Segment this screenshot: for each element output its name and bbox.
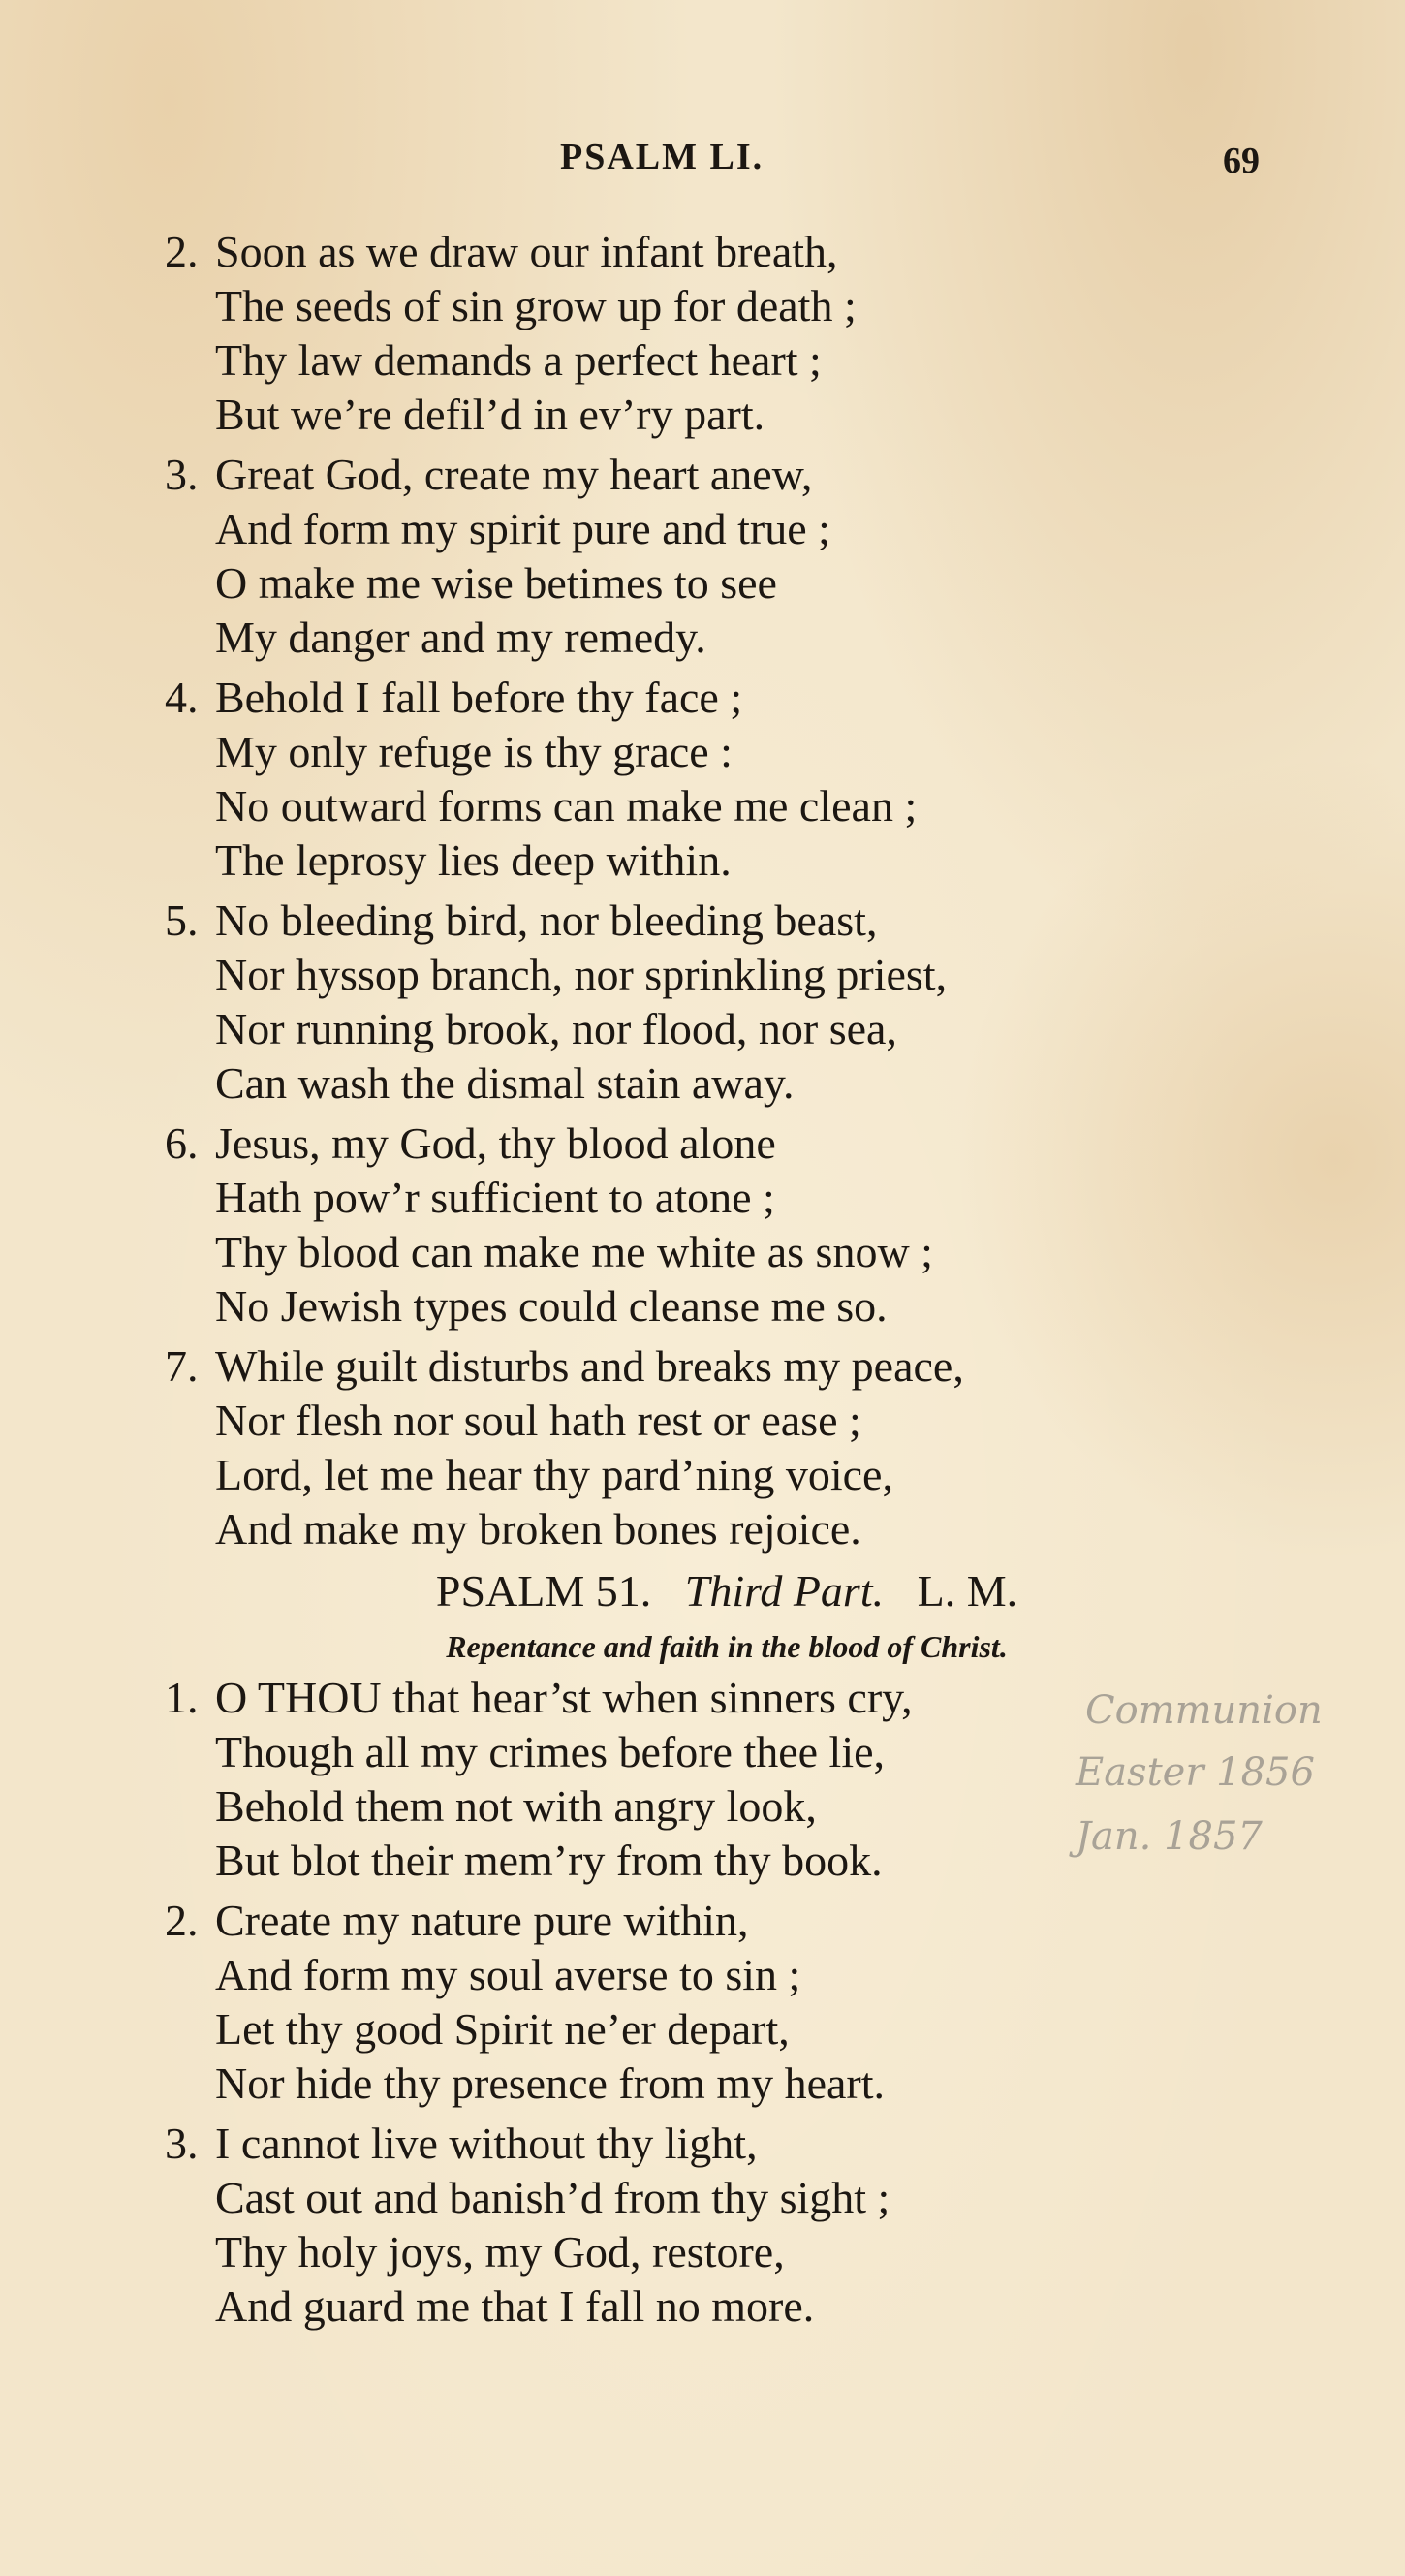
verse-line (165, 1448, 1231, 1502)
stanza-number: 2. (165, 227, 199, 276)
verse-line (165, 948, 1231, 1002)
verse-text: While guilt disturbs and breaks my peace, (215, 1341, 964, 1391)
running-head: PSALM LI. (560, 137, 765, 177)
verse-line (165, 1894, 1231, 1948)
verse-line (165, 1171, 1231, 1225)
stanza-number: 7. (165, 1341, 199, 1391)
stanza (165, 1339, 1231, 1556)
verse-text: And form my soul averse to sin ; (215, 1950, 801, 1999)
section-title-psalm: PSALM 51. (435, 1566, 652, 1616)
verse-text: Can wash the dismal stain away. (215, 1058, 795, 1108)
verse-text: O make me wise betimes to see (215, 558, 777, 608)
verse-text: Behold I fall before thy face ; (215, 673, 743, 722)
verse-line (165, 2225, 1231, 2279)
verse-line (165, 388, 1231, 442)
verse-text: Nor hide thy presence from my heart. (215, 2058, 886, 2108)
verse-text: O THOU that hear’st when sinners cry, (215, 1673, 913, 1722)
verse-line (165, 725, 1231, 779)
verse-text: Nor running brook, nor flood, nor sea, (215, 1004, 897, 1053)
verse-text: Nor hyssop branch, nor sprinkling priest, (215, 950, 948, 999)
verse-text: I cannot live without thy light, (215, 2119, 758, 2168)
verse-text: Soon as we draw our infant breath, (215, 227, 838, 276)
section-title-part: Third Part. (684, 1566, 885, 1616)
verse-text: And guard me that I fall no more. (215, 2281, 815, 2331)
verse-line (165, 2279, 1231, 2334)
verse-line (165, 611, 1231, 665)
stanza-number: 3. (165, 450, 199, 499)
verse-line (165, 2002, 1231, 2057)
verse-text: Thy holy joys, my God, restore, (215, 2227, 785, 2277)
verse-text: No bleeding bird, nor bleeding beast, (215, 895, 878, 945)
section-title-meter: L. M. (917, 1566, 1018, 1616)
stanza (165, 2117, 1231, 2334)
stanza-number: 3. (165, 2119, 199, 2168)
stanza-number: 6. (165, 1118, 199, 1168)
stanza-number: 2. (165, 1896, 199, 1945)
stanza (165, 671, 1231, 888)
verse-line (165, 1948, 1231, 2002)
stanza (165, 225, 1231, 442)
verse-line (165, 1056, 1231, 1111)
verse-text: Great God, create my heart anew, (215, 450, 813, 499)
verse-text: Create my nature pure within, (215, 1896, 749, 1945)
verse-line (165, 1502, 1231, 1556)
handwriting-line: Jan. 1857 (1076, 1814, 1263, 1859)
verse-text: Hath pow’r sufficient to atone ; (215, 1173, 775, 1222)
verse-text: My only refuge is thy grace : (215, 727, 733, 776)
verse-line (165, 2171, 1231, 2225)
verse-line (165, 279, 1231, 333)
verse-line (165, 448, 1231, 502)
verse-line (165, 2117, 1231, 2171)
verse-line (165, 1002, 1231, 1056)
section-subtitle: Repentance and faith in the blood of Christ. (446, 1629, 1008, 1664)
stanza (165, 1116, 1231, 1334)
verse-line (165, 333, 1231, 388)
handwriting-line: Communion (1085, 1688, 1323, 1733)
verse-line (165, 779, 1231, 833)
stanza-number: 4. (165, 673, 199, 722)
hymn-text (165, 225, 1231, 2334)
section-title (203, 1560, 1250, 1622)
page-number: 69 (1223, 141, 1260, 181)
verse-text: But blot their mem’ry from thy book. (215, 1836, 883, 1885)
first-part (165, 225, 1231, 1556)
verse-text: And form my spirit pure and true ; (215, 504, 830, 553)
verse-text: And make my broken bones rejoice. (215, 1504, 861, 1554)
verse-line (165, 502, 1231, 556)
handwritten-annotation (1046, 1688, 1405, 1901)
stanza (165, 1894, 1231, 2111)
verse-line (165, 1394, 1231, 1448)
verse-text: Lord, let me hear thy pard’ning voice, (215, 1450, 893, 1499)
verse-text: Let thy good Spirit ne’er depart, (215, 2004, 790, 2054)
verse-text: Thy blood can make me white as snow ; (215, 1227, 933, 1276)
verse-line (165, 1225, 1231, 1279)
verse-line (165, 671, 1231, 725)
verse-line (165, 556, 1231, 611)
verse-text: Cast out and banish’d from thy sight ; (215, 2173, 890, 2222)
page-header (0, 136, 1405, 194)
verse-line (165, 894, 1231, 948)
verse-text: But we’re defil’d in ev’ry part. (215, 390, 765, 439)
verse-text: Behold them not with angry look, (215, 1781, 817, 1831)
verse-text: Thy law demands a perfect heart ; (215, 335, 822, 385)
stanza (165, 448, 1231, 665)
verse-text: No Jewish types could cleanse me so. (215, 1281, 888, 1331)
verse-text: Jesus, my God, thy blood alone (215, 1118, 776, 1168)
stanza-number: 5. (165, 895, 199, 945)
verse-text: Nor flesh nor soul hath rest or ease ; (215, 1396, 861, 1445)
verse-text: The seeds of sin grow up for death ; (215, 281, 857, 330)
verse-text: My danger and my remedy. (215, 613, 706, 662)
stanza (165, 894, 1231, 1111)
verse-line (165, 1339, 1231, 1394)
verse-line (165, 1279, 1231, 1334)
verse-line (165, 1116, 1231, 1171)
verse-line (165, 833, 1231, 888)
verse-line (165, 2057, 1231, 2111)
verse-text: The leprosy lies deep within. (215, 835, 732, 885)
stanza-number: 1. (165, 1673, 199, 1722)
handwriting-line: Easter 1856 (1076, 1750, 1315, 1795)
verse-text: Though all my crimes before thee lie, (215, 1727, 886, 1776)
verse-line (165, 225, 1231, 279)
verse-text: No outward forms can make me clean ; (215, 781, 918, 831)
